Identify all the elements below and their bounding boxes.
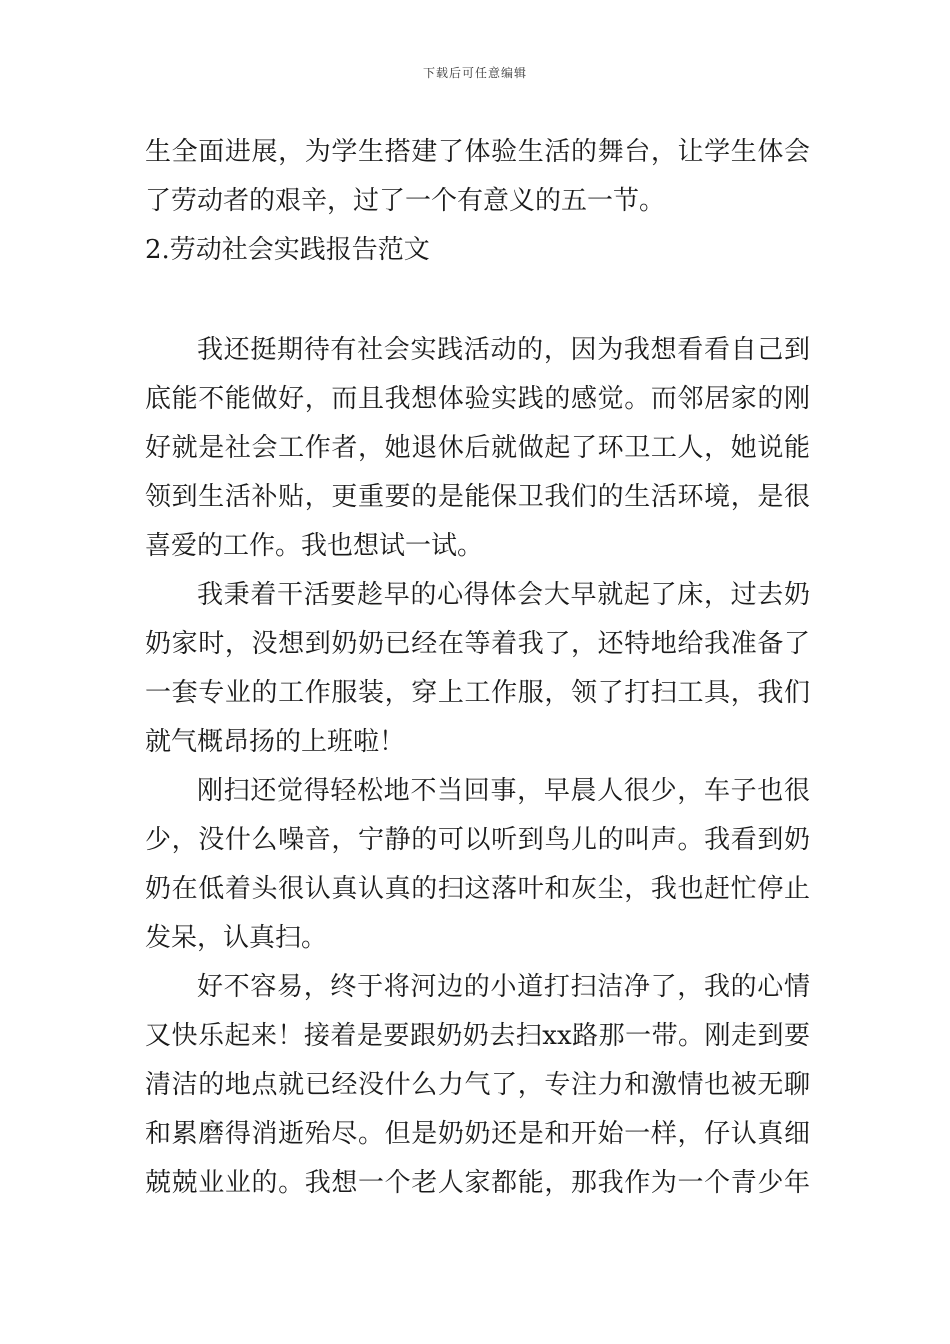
paragraph-line: 喜爱的工作。我也想试一试。 — [145, 531, 484, 561]
paragraph-line: 和累磨得消逝殆尽。但是奶奶还是和开始一样，仔认真细 — [145, 1119, 810, 1149]
header-note: 下载后可任意编辑 — [422, 66, 527, 80]
paragraph-line: 一套专业的工作服装，穿上工作服，领了打扫工具，我们 — [145, 678, 810, 708]
paragraph-line: 底能不能做好，而且我想体验实践的感觉。而邻居家的刚 — [145, 384, 810, 414]
paragraph-line: 我秉着干活要趁早的心得体会大早就起了床，过去奶 — [197, 580, 810, 610]
paragraph-line: 发呆，认真扫。 — [145, 923, 328, 953]
paragraph-line: 奶家时，没想到奶奶已经在等着我了，还特地给我准备了 — [145, 629, 810, 659]
paragraph-line: 清洁的地点就已经没什么力气了，专注力和激情也被无聊 — [145, 1070, 810, 1100]
paragraph-line: 就气概昂扬的上班啦！ — [145, 727, 406, 757]
paragraph-line: 我还挺期待有社会实践活动的，因为我想看看自己到 — [197, 335, 810, 365]
paragraph-line: 又快乐起来！接着是要跟奶奶去扫xx路那一带。刚走到要 — [145, 1021, 810, 1051]
paragraph-line: 好不容易，终于将河边的小道打扫洁净了，我的心情 — [197, 972, 810, 1002]
blank-space — [145, 275, 810, 326]
paragraph-line: 刚扫还觉得轻松地不当回事，早晨人很少，车子也很 — [197, 776, 810, 806]
section-heading: 2.劳动社会实践报告范文 — [145, 235, 430, 265]
paragraph-2 — [145, 571, 810, 767]
paragraph-line: 领到生活补贴，更重要的是能保卫我们的生活环境，是很 — [145, 482, 810, 512]
intro-line: 生全面进展，为学生搭建了体验生活的舞台，让学生体会 — [145, 137, 810, 167]
intro-line: 了劳动者的艰辛，过了一个有意义的五一节。 — [145, 186, 666, 216]
paragraph-line: 少，没什么噪音，宁静的可以听到鸟儿的叫声。我看到奶 — [145, 825, 810, 855]
paragraph-line: 好就是社会工作者，她退休后就做起了环卫工人，她说能 — [145, 433, 810, 463]
paragraph-line: 兢兢业业的。我想一个老人家都能，那我作为一个青少年 — [145, 1168, 810, 1198]
paragraph-3 — [145, 767, 810, 963]
paragraph-1 — [145, 326, 810, 571]
document-body — [145, 128, 810, 1208]
paragraph-4 — [145, 963, 810, 1208]
paragraph-line: 奶在低着头很认真认真的扫这落叶和灰尘，我也赶忙停止 — [145, 874, 810, 904]
